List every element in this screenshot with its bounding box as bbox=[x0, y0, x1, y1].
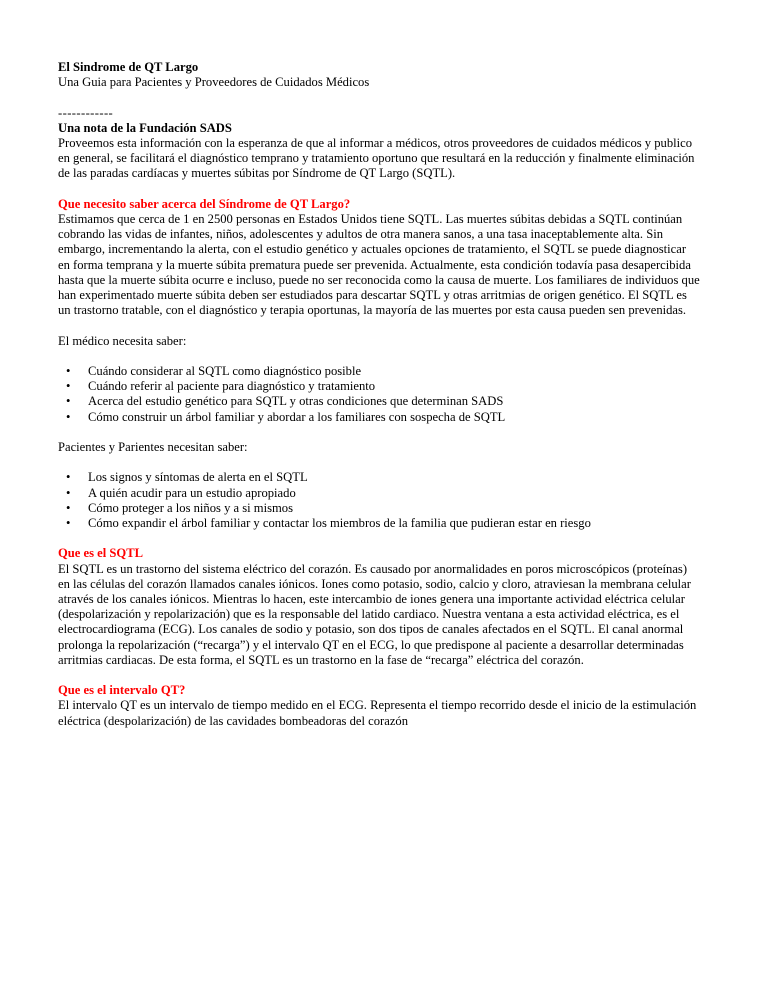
section-paragraph-qt-interval: El intervalo QT es un intervalo de tiempo medido en el ECG. Representa el tiempo recorrido desde el inicio de la estimulación eléctrica (despolarización) de las cavidades bombeadoras del corazón bbox=[58, 698, 697, 728]
bullet-icon: • bbox=[66, 516, 71, 530]
list-item-label: Cómo construir un árbol familiar y abordar a los familiares con sospecha de SQTL bbox=[88, 409, 506, 424]
list-item-label: Cuándo considerar al SQTL como diagnóstico posible bbox=[88, 364, 362, 378]
section-heading-sads-note: Una nota de la Fundación SADS bbox=[58, 120, 232, 135]
page-title: El Sindrome de QT Largo bbox=[58, 60, 199, 74]
list-item-label: Cómo expandir el árbol familiar y contactar los miembros de la familia que pudieran estar en riesgo bbox=[88, 516, 591, 530]
bullet-icon: • bbox=[66, 379, 71, 394]
doctor-needs-list bbox=[58, 364, 700, 425]
list-item-label: Los signos y síntomas de alerta en el SQTL bbox=[88, 470, 308, 485]
list-item-label: A quién acudir para un estudio apropiado bbox=[88, 485, 296, 500]
list-item bbox=[58, 516, 700, 531]
doctor-list-intro: El médico necesita saber: bbox=[58, 333, 187, 348]
list-item bbox=[58, 501, 700, 516]
spacer bbox=[58, 455, 700, 470]
spacer bbox=[58, 668, 700, 683]
list-item bbox=[58, 394, 700, 409]
list-item bbox=[58, 379, 700, 394]
spacer bbox=[58, 90, 700, 105]
section-paragraph-what-is-sqtl: El SQTL es un trastorno del sistema eléctrico del corazón. Es causado por anormalidades en poros microscópicos (proteínas) en las células del corazón llamados canales iónicos. Iones como potasio, sodio, calcio y cloro, atraviesan la membrana celular através de los canales iónicos. Mientras lo hacen, este intercambio de iones genera una importante actividad eléctrica celular (despolarización y repolarización) que es la responsable del latido cardiaco. Nuestra ventana a esta actividad eléctrica, es el electrocardiograma (ECG). Los canales de sodio y potasio, son dos tipos de canales afectados en el SQTL. El canal anormal prolonga la repolarización (“recarga”) y el intervalo QT en el ECG, lo que predispone al paciente a desarrollar determinadas arritmias cardiacas. De esta forma, el SQTL es un trastorno en la fase de “recarga” eléctrica del corazón. bbox=[58, 561, 691, 667]
section-paragraph-sads-note: Proveemos esta información con la esperanza de que al informar a médicos, otros proveedores de cuidados médicos y publico en general, se facilitará el diagnóstico temprano y tratamiento oportuno que resultará en la reducción y finalmente eliminación de las paradas cardíacas y muertes súbitas por Síndrome de QT Largo (SQTL). bbox=[58, 136, 695, 181]
patient-list-intro: Pacientes y Parientes necesitan saber: bbox=[58, 440, 248, 454]
spacer bbox=[58, 182, 700, 197]
section-heading-what-to-know: Que necesito saber acerca del Síndrome de QT Largo? bbox=[58, 196, 351, 211]
list-item bbox=[58, 470, 700, 485]
section-paragraph-what-to-know: Estimamos que cerca de 1 en 2500 personas en Estados Unidos tiene SQTL. Las muertes súbitas debidas a SQTL continúan cobrando las vidas de infantes, niños, adolescentes y adultos de otra manera sanos, a una tasa inaceptablemente alta. Sin embargo, incrementando la alerta, con el estudio genético y actuales opciones de tratamiento, el SQTL se puede diagnosticar en forma temprana y la muerte súbita prematura puede ser prevenida. Actualmente, esta condición todavía pasa desapercibida hasta que la muerte súbita ocurre e incluso, puede no ser reconocida como la causa de muerte. Los familiares de individuos que han experimentado muerte súbita deben ser estudiados para descartar SQTL y otras arritmias de origen genético. El SQTL es un trastorno tratable, con el diagnóstico y terapia oportunas, la mayoría de las muertes por esta causa pueden sen prevenidas. bbox=[58, 212, 700, 318]
bullet-icon: • bbox=[66, 470, 71, 485]
section-heading-qt-interval: Que es el intervalo QT? bbox=[58, 683, 186, 698]
bullet-icon: • bbox=[66, 409, 71, 424]
bullet-icon: • bbox=[66, 394, 71, 409]
bullet-icon: • bbox=[66, 364, 71, 378]
section-heading-what-is-sqtl: Que es el SQTL bbox=[58, 546, 144, 561]
spacer bbox=[58, 425, 700, 440]
bullet-icon: • bbox=[66, 500, 71, 515]
list-item-label: Acerca del estudio genético para SQTL y otras condiciones que determinan SADS bbox=[88, 394, 504, 409]
list-item bbox=[58, 364, 700, 379]
spacer bbox=[58, 349, 700, 364]
list-item-label: Cómo proteger a los niños y a si mismos bbox=[88, 500, 293, 515]
spacer bbox=[58, 318, 700, 333]
spacer bbox=[58, 531, 700, 546]
bullet-icon: • bbox=[66, 485, 71, 500]
dashed-divider: ------------ bbox=[58, 105, 114, 120]
list-item bbox=[58, 486, 700, 501]
list-item bbox=[58, 410, 700, 425]
patient-needs-list bbox=[58, 470, 700, 531]
page-subtitle: Una Guia para Pacientes y Proveedores de Cuidados Médicos bbox=[58, 75, 370, 90]
list-item-label: Cuándo referir al paciente para diagnóstico y tratamiento bbox=[88, 379, 376, 394]
